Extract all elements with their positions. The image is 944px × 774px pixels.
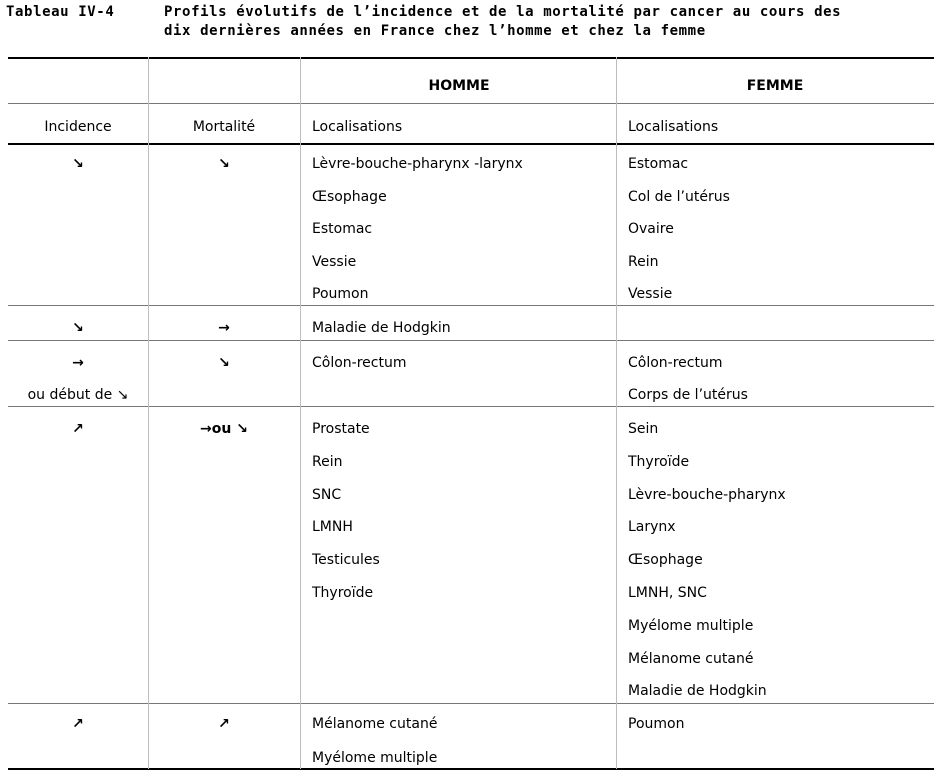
table-bottom-border [8,768,934,770]
femme-localisation: Œsophage [628,552,703,569]
homme-localisation: Thyroïde [312,585,374,601]
homme-localisation: Testicules [312,552,380,569]
group-divider-3 [8,406,934,407]
homme-localisation: Vessie [312,253,357,270]
homme-localisation: Prostate [312,421,370,437]
homme-localisation: SNC [312,486,342,503]
column-divider-1 [148,57,149,769]
incidence-trend-note: ou début de ↘ [27,387,129,403]
homme-localisation: Maladie de Hodgkin [312,320,451,336]
incidence-trend-arrow: ↗ [72,421,84,437]
femme-localisation: Mélanome cutané [628,650,754,667]
femme-localisation: LMNH, SNC [628,585,707,601]
header-divider [8,103,934,104]
incidence-trend-arrow: ↘ [72,320,84,336]
femme-localisation: Maladie de Hodgkin [628,683,767,700]
header-homme: HOMME [428,78,490,94]
femme-localisation: Thyroïde [628,453,690,470]
header-incidence: Incidence [44,119,112,135]
homme-localisation: Mélanome cutané [312,716,438,732]
header-localisations-homme: Localisations [312,119,403,135]
group-divider-4 [8,703,934,704]
header-localisations-femme: Localisations [628,119,719,135]
incidence-trend-arrow: → [72,355,84,371]
femme-localisation: Col de l’utérus [628,188,730,205]
incidence-trend-arrow: ↗ [72,716,84,732]
cancer-trends-table [8,57,934,769]
group-divider-2 [8,340,934,341]
header-femme: FEMME [746,78,804,94]
homme-localisation: Côlon-rectum [312,355,407,371]
table-top-border [8,57,934,59]
group-divider-1 [8,305,934,306]
homme-localisation: Lèvre-bouche-pharynx -larynx [312,156,523,172]
femme-localisation: Lèvre-bouche-pharynx [628,486,786,503]
femme-localisation: Larynx [628,519,676,536]
mortalite-trend-arrow: →ou ↘ [200,421,248,437]
header-bottom-border [8,143,934,145]
homme-localisation: Poumon [312,286,369,302]
femme-localisation: Rein [628,253,659,270]
mortalite-trend-arrow: ↘ [218,156,230,172]
femme-localisation: Estomac [628,156,689,172]
femme-localisation: Poumon [628,716,685,732]
table-title-line-2: dix dernières années en France chez l’homme et chez la femme [164,23,706,39]
table-title-line-1: Profils évolutifs de l’incidence et de la mortalité par cancer au cours des [164,4,842,20]
homme-localisation: Rein [312,453,343,470]
mortalite-trend-arrow: → [218,320,230,336]
homme-localisation: Myélome multiple [312,750,438,766]
table-number: Tableau IV-4 [6,4,115,20]
femme-localisation: Côlon-rectum [628,355,723,371]
table-title [164,3,934,41]
femme-localisation: Myélome multiple [628,617,754,634]
homme-localisation: Œsophage [312,188,387,205]
column-divider-3 [616,57,617,769]
header-mortalite: Mortalité [192,119,256,135]
femme-localisation: Ovaire [628,221,674,237]
incidence-trend-arrow: ↘ [72,156,84,172]
homme-localisation: LMNH [312,519,353,536]
column-divider-2 [300,57,301,769]
femme-localisation: Vessie [628,286,673,302]
femme-localisation: Sein [628,421,659,437]
mortalite-trend-arrow: ↗ [218,716,230,732]
femme-localisation: Corps de l’utérus [628,387,748,403]
mortalite-trend-arrow: ↘ [218,355,230,371]
homme-localisation: Estomac [312,221,373,237]
